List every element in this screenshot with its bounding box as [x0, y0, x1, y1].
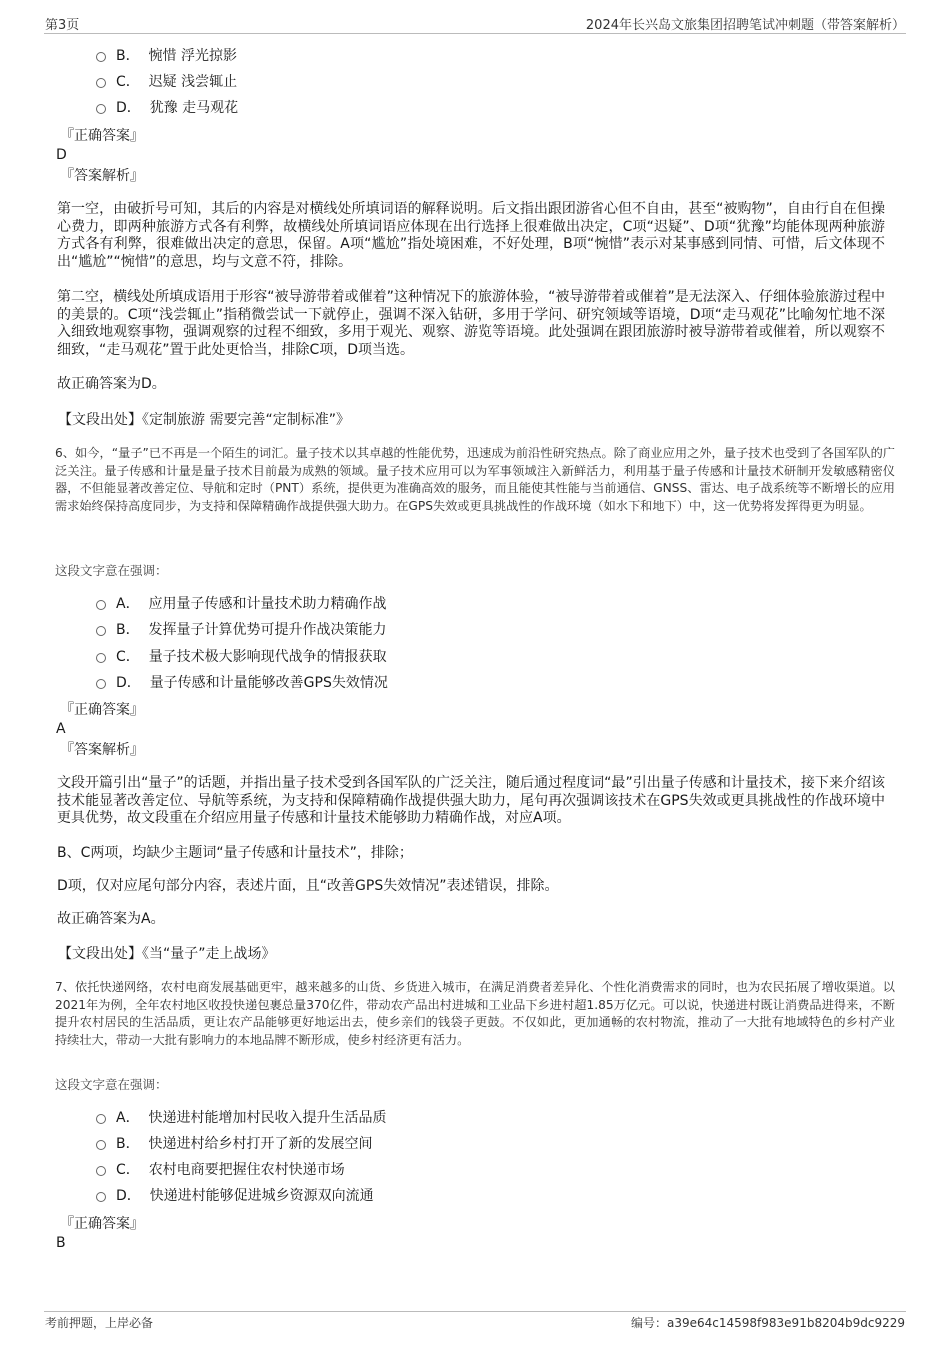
q6-source: 【文段出处】《当“量子”走上战场》 — [58, 946, 276, 962]
q6-option-b[interactable]: B． 发挥量子计算优势可提升作战决策能力 — [96, 621, 387, 639]
radio-icon[interactable] — [96, 1166, 106, 1176]
q5-option-d[interactable]: D． 犹豫 走马观花 — [96, 99, 238, 117]
radio-icon[interactable] — [96, 600, 106, 610]
q5-option-c[interactable]: C． 迟疑 浅尝辄止 — [96, 73, 237, 91]
q6-analysis-p2: B、C两项，均缺少主题词“量子传感和计量技术”，排除； — [57, 845, 413, 861]
header-divider — [44, 33, 906, 34]
q5-source: 【文段出处】《定制旅游 需要完善“定制标准”》 — [58, 412, 350, 428]
q6-stem: 这段文字意在强调： — [55, 563, 168, 578]
q5-answer-label: 『正确答案』 — [60, 128, 144, 144]
q6-option-a[interactable]: A． 应用量子传感和计量技术助力精确作战 — [96, 595, 386, 613]
q6-question-text: 6、如今，“量子”已不再是一个陌生的词汇。量子技术以其卓越的性能优势，迅速成为前沿性研究热点。除了商业应用之外，量子技术也受到了各国军队的广泛关注。量子传感和计量是量子技术目前最为成熟的领域。量子技术应用可以为军事领域注入新鲜活力，利用基于量子传感和计量技术研制开发敏感精密仪器，不但能显著改善定位、导航和定时（PNT）系统，提供更为准确高效的服务，而且能使其性能与当前通信、GNSS、雷达、电子战系统等不断增长的应用需求始终保持高度同步，为支持和保障精确作战提供强大助力。在GPS失效或更具挑战性的作战环境（如水下和地下）中，这一优势将发挥得更为明显。 — [55, 446, 895, 513]
q7-question-text: 7、依托快递网络，农村电商发展基础更牢，越来越多的山货、乡货进入城市，在满足消费者差异化、个性化消费需求的同时，也为农民拓展了增收渠道。以2021年为例，全年农村地区收投快递包裹总量370亿件，带动农产品出村进城和工业品下乡进村超1.85万亿元。可以说，快递进村既让消费品进得来，不断提升农村居民的生活品质，更让农产品能够更好地运出去，使乡亲们的钱袋子更鼓。不仅如此，更加通畅的农村物流，推动了一大批有地域特色的乡村产业持续壮大，带动一大批有影响力的本地品牌不断形成，使乡村经济更有活力。 — [55, 980, 895, 1047]
radio-icon[interactable] — [96, 78, 106, 88]
q5-option-b[interactable]: B． 惋惜 浮光掠影 — [96, 47, 237, 65]
q6-answer-label: 『正确答案』 — [60, 702, 144, 718]
q7-answer-label: 『正确答案』 — [60, 1216, 144, 1232]
q6-analysis-p4: 故正确答案为A。 — [57, 911, 165, 927]
q5-analysis-p3: 故正确答案为D。 — [57, 376, 166, 392]
footer-code: 编号：a39e64c14598f983e91b8204b9dc9229 — [630, 1316, 905, 1330]
q6-option-d[interactable]: D． 量子传感和计量能够改善GPS失效情况 — [96, 674, 388, 692]
q7-answer: B — [56, 1235, 66, 1251]
page-number: 第3页 — [45, 18, 80, 33]
radio-icon[interactable] — [96, 1192, 106, 1202]
radio-icon[interactable] — [96, 626, 106, 636]
radio-icon[interactable] — [96, 104, 106, 114]
q5-answer: D — [56, 147, 67, 163]
q7-option-a[interactable]: A． 快递进村能增加村民收入提升生活品质 — [96, 1109, 386, 1127]
q5-analysis-p2: 第二空，横线处所填成语用于形容“被导游带着或催着”这种情况下的旅游体验，“被导游带着或催着”是无法深入、仔细体验旅游过程中的美景的。C项“浅尝辄止”指稍微尝试一下就停止，强调不深入钻研，多用于学问、研究领域等语境，D项“走马观花”比喻匆忙地不深入细致地观察事物，强调观察的过程不细致，多用于观光、观察、游览等语境。此处强调在跟团旅游时被导游带着或催着，所以观察不细致，“走马观花”置于此处更恰当，排除C项，D项当选。 — [57, 289, 885, 359]
q6-analysis-p3: D项，仅对应尾句部分内容，表述片面，且“改善GPS失效情况”表述错误，排除。 — [57, 878, 559, 894]
q5-analysis-p1: 第一空，由破折号可知，其后的内容是对横线处所填词语的解释说明。后文指出跟团游省心但不自由，甚至“被购物”，自由行自在但操心费力，即两种旅游方式各有利弊，故横线处所填词语应体现在出行选择上很难做出决定，C项“迟疑”、D项“犹豫”均能体现两种旅游方式各有利弊，很难做出决定的意思，保留。A项“尴尬”指处境困难，不好处理，B项“惋惜”表示对某事感到同情、可惜，后文体现不出“尴尬”“惋惜”的意思，均与文意不符，排除。 — [57, 201, 885, 271]
q6-analysis-label: 『答案解析』 — [60, 742, 144, 758]
radio-icon[interactable] — [96, 1114, 106, 1124]
q7-option-b[interactable]: B． 快递进村给乡村打开了新的发展空间 — [96, 1135, 373, 1153]
q7-option-c[interactable]: C． 农村电商要把握住农村快递市场 — [96, 1161, 345, 1179]
footer-divider — [44, 1311, 906, 1312]
q7-stem: 这段文字意在强调： — [55, 1077, 168, 1092]
radio-icon[interactable] — [96, 1140, 106, 1150]
q7-option-d[interactable]: D． 快递进村能够促进城乡资源双向流通 — [96, 1187, 374, 1205]
radio-icon[interactable] — [96, 52, 106, 62]
radio-icon[interactable] — [96, 679, 106, 689]
radio-icon[interactable] — [96, 653, 106, 663]
q6-option-c[interactable]: C． 量子技术极大影响现代战争的情报获取 — [96, 648, 387, 666]
q5-analysis-label: 『答案解析』 — [60, 168, 144, 184]
q6-answer: A — [56, 721, 66, 737]
document-title: 2024年长兴岛文旅集团招聘笔试冲刺题（带答案解析） — [585, 18, 905, 33]
q6-analysis-p1: 文段开篇引出“量子”的话题，并指出量子技术受到各国军队的广泛关注，随后通过程度词“最”引出量子传感和计量技术，接下来介绍该技术能显著改善定位、导航等系统，为支持和保障精确作战提供强大助力，尾句再次强调该技术在GPS失效或更具挑战性的作战环境中更具优势，故文段重在介绍应用量子传感和计量技术能够助力精确作战，对应A项。 — [57, 775, 885, 827]
footer-slogan: 考前押题，上岸必备 — [45, 1316, 154, 1330]
